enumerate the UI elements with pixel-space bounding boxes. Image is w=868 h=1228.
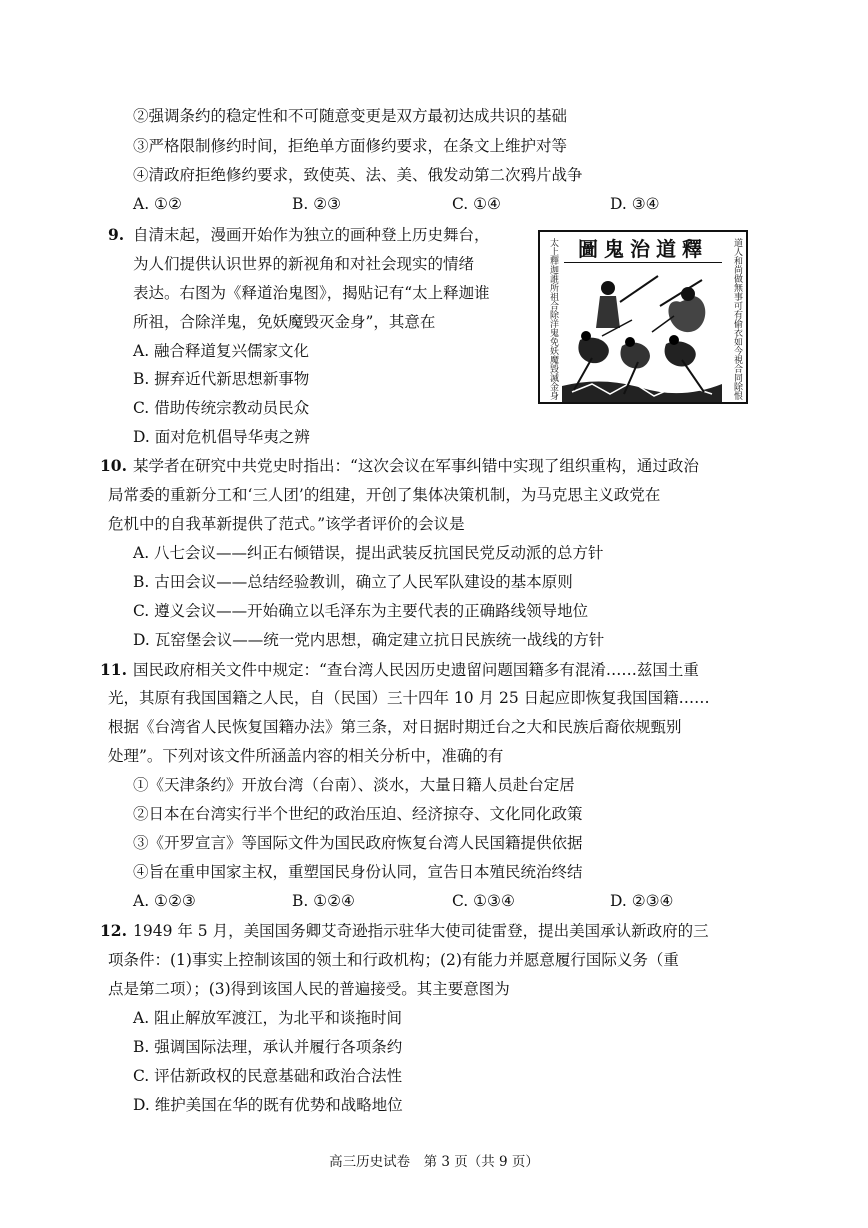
q11-option-a: A. ①②③ bbox=[133, 892, 196, 910]
q9-option-b: B. 摒弃近代新思想新事物 bbox=[133, 370, 310, 388]
q9-option-a: A. 融合释道复兴儒家文化 bbox=[133, 342, 310, 360]
q10-number: 10. bbox=[100, 456, 127, 475]
q10-stem-line-3: 危机中的自我革新提供了范式。”该学者评价的会议是 bbox=[108, 515, 465, 533]
q11-stem-line-2: 光，其原有我国国籍之人民，自（民国）三十四年 10 月 25 日起应即恢复我国国籍…… bbox=[108, 689, 710, 707]
q11-item-4: ④旨在重申国家主权，重塑国民身份认同，宣告日本殖民统治终结 bbox=[133, 863, 583, 881]
q11-item-3: ③《开罗宣言》等国际文件为国民政府恢复台湾人民国籍提供依据 bbox=[133, 834, 583, 852]
q8-option-b: B. ②③ bbox=[292, 195, 342, 213]
q10-option-b: B. 古田会议——总结经验教训，确立了人民军队建设的基本原则 bbox=[133, 573, 573, 591]
q10-option-d: D. 瓦窑堡会议——统一党内思想，确定建立抗日民族统一战线的方针 bbox=[133, 631, 605, 649]
q10-option-a: A. 八七会议——纠正右倾错误，提出武装反抗国民党反动派的总方针 bbox=[133, 544, 604, 562]
q12-option-b: B. 强调国际法理，承认并履行各项条约 bbox=[133, 1038, 403, 1056]
cartoon-left-caption: 太上釋迦誰所祖合除洋鬼免妖魔毀滅金身 bbox=[548, 238, 558, 400]
q9-stem-line-1: 自清末起，漫画开始作为独立的画种登上历史舞台， bbox=[133, 226, 490, 244]
q11-item-2: ②日本在台湾实行半个世纪的政治压迫、经济掠夺、文化同化政策 bbox=[133, 805, 583, 823]
page-footer: 高三历史试卷 第 3 页（共 9 页） bbox=[329, 1154, 539, 1170]
q9-option-d: D. 面对危机倡导华夷之辨 bbox=[133, 428, 310, 446]
q9-stem-line-3: 表达。右图为《释道治鬼图》，揭贴记有“太上释迦谁 bbox=[133, 284, 490, 302]
q12-number: 12. bbox=[100, 921, 127, 940]
q12-stem-line-1: 1949 年 5 月，美国国务卿艾奇逊指示驻华大使司徒雷登，提出美国承认新政府的三 bbox=[133, 922, 709, 940]
cartoon-drawing bbox=[562, 266, 722, 402]
q12-option-a: A. 阻止解放军渡江，为北平和谈拖时间 bbox=[133, 1009, 403, 1027]
q8-item-3: ③严格限制修约时间，拒绝单方面修约要求，在条文上维护对等 bbox=[133, 137, 568, 155]
q11-stem-line-4: 处理”。下列对该文件所涵盖内容的相关分析中，准确的有 bbox=[108, 747, 504, 765]
q10-stem-line-2: 局常委的重新分工和‘三人团’的组建，开创了集体决策机制，为马克思主义政党在 bbox=[108, 486, 661, 504]
cartoon-right-caption: 道人和尚做無事可有偷衣如今視合同除恨 bbox=[732, 238, 742, 400]
q9-cartoon-illustration bbox=[538, 230, 748, 404]
q9-stem-line-4: 所祖，合除洋鬼，免妖魔毁灭金身”，其意在 bbox=[133, 313, 436, 331]
q12-stem-line-3: 点是第二项）；(3)得到该国人民的普遍接受。其主要意图为 bbox=[108, 980, 510, 998]
q11-option-c: C. ①③④ bbox=[452, 892, 515, 910]
q12-stem-line-2: 项条件：(1)事实上控制该国的领土和行政机构；(2)有能力并愿意履行国际义务（重 bbox=[108, 951, 679, 969]
q9-number: 9. bbox=[108, 225, 125, 244]
q8-option-c: C. ①④ bbox=[452, 195, 501, 213]
q8-option-a: A. ①② bbox=[133, 195, 182, 213]
q10-option-c: C. 遵义会议——开始确立以毛泽东为主要代表的正确路线领导地位 bbox=[133, 602, 589, 620]
q11-number: 11. bbox=[100, 660, 127, 679]
q11-option-b: B. ①②④ bbox=[292, 892, 355, 910]
q12-option-c: C. 评估新政权的民意基础和政治合法性 bbox=[133, 1067, 403, 1085]
q8-item-4: ④清政府拒绝修约要求，致使英、法、美、俄发动第二次鸦片战争 bbox=[133, 166, 583, 184]
q8-option-d: D. ③④ bbox=[610, 195, 660, 213]
q11-stem-line-1: 国民政府相关文件中规定：“查台湾人民因历史遗留问题国籍多有混淆……兹国土重 bbox=[133, 661, 699, 679]
cartoon-title: 圖鬼治道釋 bbox=[564, 236, 722, 263]
q8-item-2: ②强调条约的稳定性和不可随意变更是双方最初达成共识的基础 bbox=[133, 107, 568, 125]
q11-option-d: D. ②③④ bbox=[610, 892, 674, 910]
q10-stem-line-1: 某学者在研究中共党史时指出：“这次会议在军事纠错中实现了组织重构，通过政治 bbox=[133, 457, 699, 475]
q9-option-c: C. 借助传统宗教动员民众 bbox=[133, 399, 310, 417]
q11-stem-line-3: 根据《台湾省人民恢复国籍办法》第三条，对日据时期迁台之大和民族后裔依规甄别 bbox=[108, 718, 682, 736]
q11-item-1: ①《天津条约》开放台湾（台南）、淡水，大量日籍人员赴台定居 bbox=[133, 776, 575, 794]
q9-stem-line-2: 为人们提供认识世界的新视角和对社会现实的情绪 bbox=[133, 255, 475, 273]
q12-option-d: D. 维护美国在华的既有优势和战略地位 bbox=[133, 1096, 403, 1114]
